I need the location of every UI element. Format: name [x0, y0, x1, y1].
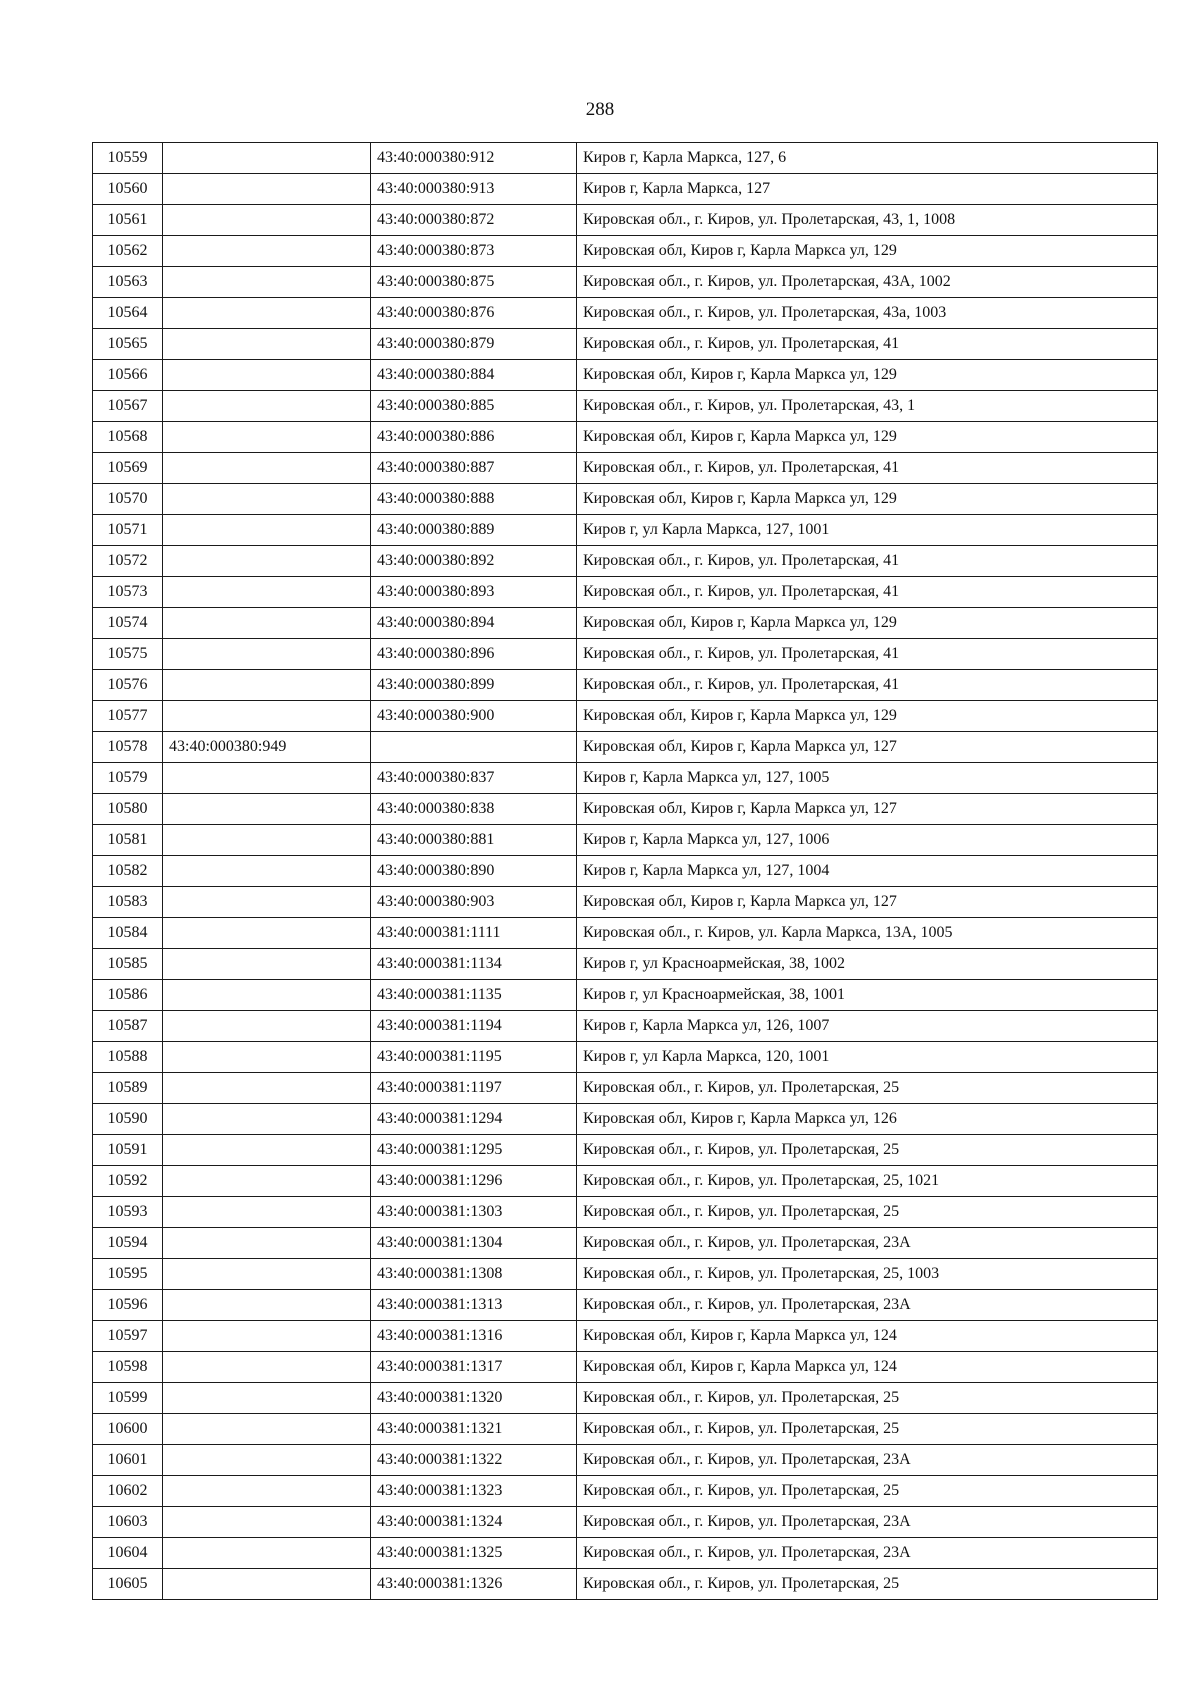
cadastral-number-premises-cell: 43:40:000380:888: [371, 484, 577, 515]
cadastral-number-building-cell: [163, 794, 371, 825]
cadastral-number-premises-cell: 43:40:000380:873: [371, 236, 577, 267]
address-cell: Кировская обл., г. Киров, ул. Пролетарская, 25: [577, 1383, 1158, 1414]
table-row: [93, 360, 1158, 391]
cadastral-number-building-cell: [163, 1507, 371, 1538]
table-row: [93, 670, 1158, 701]
address-cell: Кировская обл, Киров г, Карла Маркса ул, 126: [577, 1104, 1158, 1135]
cadastral-number-premises-cell: 43:40:000380:872: [371, 205, 577, 236]
cadastral-number-building-cell: [163, 1104, 371, 1135]
row-number-cell: 10565: [93, 329, 163, 360]
cadastral-number-building-cell: [163, 267, 371, 298]
cadastral-number-premises-cell: 43:40:000381:1316: [371, 1321, 577, 1352]
table-row: [93, 1290, 1158, 1321]
cadastral-number-premises-cell: 43:40:000381:1321: [371, 1414, 577, 1445]
table-row: [93, 1197, 1158, 1228]
cadastral-number-premises-cell: 43:40:000381:1135: [371, 980, 577, 1011]
cadastral-number-building-cell: [163, 484, 371, 515]
address-cell: Киров г, Карла Маркса ул, 127, 1005: [577, 763, 1158, 794]
row-number-cell: 10564: [93, 298, 163, 329]
cadastral-number-premises-cell: 43:40:000380:887: [371, 453, 577, 484]
address-cell: Киров г, Карла Маркса, 127: [577, 174, 1158, 205]
cadastral-number-premises-cell: 43:40:000381:1295: [371, 1135, 577, 1166]
cadastral-number-premises-cell: 43:40:000381:1197: [371, 1073, 577, 1104]
row-number-cell: 10563: [93, 267, 163, 298]
table-row: [93, 763, 1158, 794]
cadastral-number-building-cell: [163, 1476, 371, 1507]
address-cell: Кировская обл, Киров г, Карла Маркса ул, 129: [577, 484, 1158, 515]
cadastral-number-premises-cell: 43:40:000380:876: [371, 298, 577, 329]
cadastral-number-premises-cell: [371, 732, 577, 763]
address-cell: Кировская обл., г. Киров, ул. Пролетарская, 25: [577, 1569, 1158, 1600]
address-cell: Кировская обл., г. Киров, ул. Пролетарская, 25: [577, 1073, 1158, 1104]
table-row: [93, 453, 1158, 484]
address-cell: Кировская обл., г. Киров, ул. Пролетарская, 25, 1003: [577, 1259, 1158, 1290]
address-cell: Кировская обл., г. Киров, ул. Пролетарская, 43а, 1003: [577, 298, 1158, 329]
row-number-cell: 10583: [93, 887, 163, 918]
registry-table-body: [93, 143, 1158, 1600]
cadastral-number-premises-cell: 43:40:000380:875: [371, 267, 577, 298]
cadastral-number-premises-cell: 43:40:000380:900: [371, 701, 577, 732]
cadastral-number-premises-cell: 43:40:000380:890: [371, 856, 577, 887]
row-number-cell: 10594: [93, 1228, 163, 1259]
cadastral-number-premises-cell: 43:40:000380:885: [371, 391, 577, 422]
cadastral-number-premises-cell: 43:40:000380:881: [371, 825, 577, 856]
cadastral-number-premises-cell: 43:40:000381:1303: [371, 1197, 577, 1228]
cadastral-number-premises-cell: 43:40:000380:892: [371, 546, 577, 577]
cadastral-number-building-cell: [163, 1259, 371, 1290]
cadastral-number-building-cell: [163, 701, 371, 732]
table-row: [93, 1135, 1158, 1166]
row-number-cell: 10600: [93, 1414, 163, 1445]
row-number-cell: 10582: [93, 856, 163, 887]
cadastral-number-building-cell: [163, 546, 371, 577]
cadastral-number-building-cell: [163, 1569, 371, 1600]
table-row: [93, 205, 1158, 236]
row-number-cell: 10581: [93, 825, 163, 856]
cadastral-number-premises-cell: 43:40:000381:1320: [371, 1383, 577, 1414]
address-cell: Кировская обл., г. Киров, ул. Пролетарская, 43, 1, 1008: [577, 205, 1158, 236]
cadastral-number-building-cell: [163, 608, 371, 639]
table-row: [93, 949, 1158, 980]
cadastral-number-building-cell: [163, 887, 371, 918]
row-number-cell: 10570: [93, 484, 163, 515]
table-row: [93, 484, 1158, 515]
row-number-cell: 10567: [93, 391, 163, 422]
cadastral-number-building-cell: [163, 515, 371, 546]
cadastral-number-premises-cell: 43:40:000381:1317: [371, 1352, 577, 1383]
cadastral-number-building-cell: [163, 980, 371, 1011]
row-number-cell: 10587: [93, 1011, 163, 1042]
cadastral-number-premises-cell: 43:40:000380:893: [371, 577, 577, 608]
address-cell: Кировская обл., г. Киров, ул. Пролетарская, 41: [577, 639, 1158, 670]
cadastral-number-building-cell: [163, 577, 371, 608]
table-row: [93, 1321, 1158, 1352]
table-row: [93, 1476, 1158, 1507]
address-cell: Киров г, ул Карла Маркса, 120, 1001: [577, 1042, 1158, 1073]
row-number-cell: 10572: [93, 546, 163, 577]
cadastral-number-building-cell: [163, 1321, 371, 1352]
cadastral-number-premises-cell: 43:40:000381:1323: [371, 1476, 577, 1507]
table-row: [93, 980, 1158, 1011]
row-number-cell: 10585: [93, 949, 163, 980]
cadastral-number-premises-cell: 43:40:000380:879: [371, 329, 577, 360]
address-cell: Кировская обл., г. Киров, ул. Пролетарская, 25: [577, 1135, 1158, 1166]
address-cell: Кировская обл., г. Киров, ул. Пролетарская, 25: [577, 1414, 1158, 1445]
address-cell: Кировская обл., г. Киров, ул. Пролетарская, 25, 1021: [577, 1166, 1158, 1197]
cadastral-number-building-cell: [163, 1197, 371, 1228]
row-number-cell: 10561: [93, 205, 163, 236]
table-row: [93, 1011, 1158, 1042]
table-row: [93, 1538, 1158, 1569]
table-row: [93, 701, 1158, 732]
table-row: [93, 1166, 1158, 1197]
table-row: [93, 1445, 1158, 1476]
address-cell: Киров г, Карла Маркса ул, 127, 1006: [577, 825, 1158, 856]
table-row: [93, 1042, 1158, 1073]
row-number-cell: 10601: [93, 1445, 163, 1476]
address-cell: Кировская обл., г. Киров, ул. Пролетарская, 41: [577, 546, 1158, 577]
table-row: [93, 1073, 1158, 1104]
address-cell: Кировская обл., г. Киров, ул. Карла Маркса, 13А, 1005: [577, 918, 1158, 949]
table-row: [93, 391, 1158, 422]
cadastral-number-building-cell: [163, 1352, 371, 1383]
row-number-cell: 10597: [93, 1321, 163, 1352]
cadastral-number-premises-cell: 43:40:000380:837: [371, 763, 577, 794]
cadastral-number-premises-cell: 43:40:000381:1194: [371, 1011, 577, 1042]
cadastral-number-building-cell: [163, 1166, 371, 1197]
address-cell: Кировская обл, Киров г, Карла Маркса ул, 129: [577, 608, 1158, 639]
table-row: [93, 887, 1158, 918]
cadastral-number-premises-cell: 43:40:000381:1296: [371, 1166, 577, 1197]
cadastral-number-building-cell: [163, 205, 371, 236]
table-row: [93, 1569, 1158, 1600]
table-row: [93, 732, 1158, 763]
table-row: [93, 546, 1158, 577]
row-number-cell: 10573: [93, 577, 163, 608]
cadastral-number-building-cell: [163, 298, 371, 329]
cadastral-number-building-cell: 43:40:000380:949: [163, 732, 371, 763]
cadastral-number-premises-cell: 43:40:000381:1134: [371, 949, 577, 980]
cadastral-number-premises-cell: 43:40:000381:1325: [371, 1538, 577, 1569]
cadastral-number-building-cell: [163, 763, 371, 794]
row-number-cell: 10569: [93, 453, 163, 484]
address-cell: Кировская обл., г. Киров, ул. Пролетарская, 23А: [577, 1228, 1158, 1259]
cadastral-number-building-cell: [163, 143, 371, 174]
cadastral-number-premises-cell: 43:40:000380:884: [371, 360, 577, 391]
address-cell: Кировская обл., г. Киров, ул. Пролетарская, 23А: [577, 1445, 1158, 1476]
address-cell: Кировская обл., г. Киров, ул. Пролетарская, 41: [577, 577, 1158, 608]
row-number-cell: 10571: [93, 515, 163, 546]
table-row: [93, 1259, 1158, 1290]
address-cell: Кировская обл., г. Киров, ул. Пролетарская, 41: [577, 329, 1158, 360]
table-row: [93, 639, 1158, 670]
cadastral-number-premises-cell: 43:40:000380:889: [371, 515, 577, 546]
cadastral-number-premises-cell: 43:40:000380:903: [371, 887, 577, 918]
row-number-cell: 10604: [93, 1538, 163, 1569]
cadastral-number-premises-cell: 43:40:000381:1313: [371, 1290, 577, 1321]
cadastral-number-building-cell: [163, 1414, 371, 1445]
cadastral-number-premises-cell: 43:40:000381:1304: [371, 1228, 577, 1259]
address-cell: Киров г, ул Карла Маркса, 127, 1001: [577, 515, 1158, 546]
cadastral-number-building-cell: [163, 1290, 371, 1321]
row-number-cell: 10588: [93, 1042, 163, 1073]
cadastral-number-building-cell: [163, 918, 371, 949]
row-number-cell: 10596: [93, 1290, 163, 1321]
table-row: [93, 825, 1158, 856]
row-number-cell: 10575: [93, 639, 163, 670]
cadastral-number-building-cell: [163, 1538, 371, 1569]
address-cell: Кировская обл, Киров г, Карла Маркса ул, 124: [577, 1321, 1158, 1352]
cadastral-number-premises-cell: 43:40:000380:912: [371, 143, 577, 174]
row-number-cell: 10590: [93, 1104, 163, 1135]
registry-table: [92, 142, 1158, 1600]
cadastral-number-building-cell: [163, 1011, 371, 1042]
page-number: 288: [585, 99, 615, 120]
cadastral-number-building-cell: [163, 360, 371, 391]
row-number-cell: 10578: [93, 732, 163, 763]
cadastral-number-building-cell: [163, 1073, 371, 1104]
row-number-cell: 10562: [93, 236, 163, 267]
row-number-cell: 10598: [93, 1352, 163, 1383]
cadastral-number-premises-cell: 43:40:000381:1308: [371, 1259, 577, 1290]
row-number-cell: 10591: [93, 1135, 163, 1166]
table-row: [93, 1507, 1158, 1538]
table-row: [93, 298, 1158, 329]
address-cell: Кировская обл., г. Киров, ул. Пролетарская, 41: [577, 670, 1158, 701]
cadastral-number-building-cell: [163, 1445, 371, 1476]
address-cell: Кировская обл, Киров г, Карла Маркса ул, 124: [577, 1352, 1158, 1383]
cadastral-number-building-cell: [163, 949, 371, 980]
cadastral-number-building-cell: [163, 329, 371, 360]
row-number-cell: 10586: [93, 980, 163, 1011]
cadastral-number-building-cell: [163, 1383, 371, 1414]
address-cell: Кировская обл., г. Киров, ул. Пролетарская, 41: [577, 453, 1158, 484]
cadastral-number-premises-cell: 43:40:000381:1195: [371, 1042, 577, 1073]
cadastral-number-building-cell: [163, 453, 371, 484]
row-number-cell: 10603: [93, 1507, 163, 1538]
cadastral-number-premises-cell: 43:40:000380:896: [371, 639, 577, 670]
address-cell: Кировская обл., г. Киров, ул. Пролетарская, 23А: [577, 1507, 1158, 1538]
row-number-cell: 10605: [93, 1569, 163, 1600]
row-number-cell: 10602: [93, 1476, 163, 1507]
row-number-cell: 10580: [93, 794, 163, 825]
row-number-cell: 10593: [93, 1197, 163, 1228]
row-number-cell: 10566: [93, 360, 163, 391]
row-number-cell: 10589: [93, 1073, 163, 1104]
address-cell: Кировская обл, Киров г, Карла Маркса ул, 127: [577, 732, 1158, 763]
address-cell: Кировская обл, Киров г, Карла Маркса ул, 129: [577, 236, 1158, 267]
cadastral-number-building-cell: [163, 639, 371, 670]
cadastral-number-premises-cell: 43:40:000380:886: [371, 422, 577, 453]
row-number-cell: 10560: [93, 174, 163, 205]
table-row: [93, 143, 1158, 174]
table-row: [93, 267, 1158, 298]
row-number-cell: 10599: [93, 1383, 163, 1414]
row-number-cell: 10559: [93, 143, 163, 174]
cadastral-number-premises-cell: 43:40:000380:894: [371, 608, 577, 639]
table-row: [93, 329, 1158, 360]
row-number-cell: 10568: [93, 422, 163, 453]
cadastral-number-premises-cell: 43:40:000381:1294: [371, 1104, 577, 1135]
cadastral-number-building-cell: [163, 1228, 371, 1259]
cadastral-number-building-cell: [163, 1135, 371, 1166]
cadastral-number-premises-cell: 43:40:000381:1111: [371, 918, 577, 949]
table-row: [93, 236, 1158, 267]
cadastral-number-building-cell: [163, 422, 371, 453]
address-cell: Кировская обл, Киров г, Карла Маркса ул, 129: [577, 422, 1158, 453]
row-number-cell: 10592: [93, 1166, 163, 1197]
table-row: [93, 608, 1158, 639]
address-cell: Кировская обл., г. Киров, ул. Пролетарская, 43, 1: [577, 391, 1158, 422]
table-row: [93, 794, 1158, 825]
table-row: [93, 1352, 1158, 1383]
cadastral-number-premises-cell: 43:40:000381:1326: [371, 1569, 577, 1600]
cadastral-number-building-cell: [163, 1042, 371, 1073]
cadastral-number-premises-cell: 43:40:000380:913: [371, 174, 577, 205]
address-cell: Кировская обл, Киров г, Карла Маркса ул, 129: [577, 701, 1158, 732]
address-cell: Кировская обл, Киров г, Карла Маркса ул, 127: [577, 887, 1158, 918]
address-cell: Кировская обл., г. Киров, ул. Пролетарская, 23А: [577, 1290, 1158, 1321]
row-number-cell: 10584: [93, 918, 163, 949]
address-cell: Киров г, Карла Маркса, 127, 6: [577, 143, 1158, 174]
address-cell: Кировская обл., г. Киров, ул. Пролетарская, 43А, 1002: [577, 267, 1158, 298]
address-cell: Кировская обл., г. Киров, ул. Пролетарская, 25: [577, 1197, 1158, 1228]
row-number-cell: 10574: [93, 608, 163, 639]
table-row: [93, 918, 1158, 949]
address-cell: Кировская обл, Киров г, Карла Маркса ул, 127: [577, 794, 1158, 825]
table-row: [93, 1414, 1158, 1445]
address-cell: Киров г, Карла Маркса ул, 127, 1004: [577, 856, 1158, 887]
address-cell: Кировская обл., г. Киров, ул. Пролетарская, 23А: [577, 1538, 1158, 1569]
cadastral-number-premises-cell: 43:40:000380:838: [371, 794, 577, 825]
cadastral-number-premises-cell: 43:40:000381:1322: [371, 1445, 577, 1476]
address-cell: Кировская обл, Киров г, Карла Маркса ул, 129: [577, 360, 1158, 391]
row-number-cell: 10576: [93, 670, 163, 701]
cadastral-number-building-cell: [163, 825, 371, 856]
address-cell: Киров г, ул Красноармейская, 38, 1001: [577, 980, 1158, 1011]
table-row: [93, 174, 1158, 205]
table-row: [93, 577, 1158, 608]
table-row: [93, 856, 1158, 887]
cadastral-number-building-cell: [163, 236, 371, 267]
cadastral-number-building-cell: [163, 856, 371, 887]
table-row: [93, 1383, 1158, 1414]
table-row: [93, 1228, 1158, 1259]
address-cell: Киров г, Карла Маркса ул, 126, 1007: [577, 1011, 1158, 1042]
cadastral-number-building-cell: [163, 174, 371, 205]
address-cell: Кировская обл., г. Киров, ул. Пролетарская, 25: [577, 1476, 1158, 1507]
row-number-cell: 10577: [93, 701, 163, 732]
table-row: [93, 1104, 1158, 1135]
address-cell: Киров г, ул Красноармейская, 38, 1002: [577, 949, 1158, 980]
cadastral-number-building-cell: [163, 391, 371, 422]
table-row: [93, 422, 1158, 453]
cadastral-number-building-cell: [163, 670, 371, 701]
row-number-cell: 10595: [93, 1259, 163, 1290]
row-number-cell: 10579: [93, 763, 163, 794]
cadastral-number-premises-cell: 43:40:000381:1324: [371, 1507, 577, 1538]
cadastral-number-premises-cell: 43:40:000380:899: [371, 670, 577, 701]
table-row: [93, 515, 1158, 546]
